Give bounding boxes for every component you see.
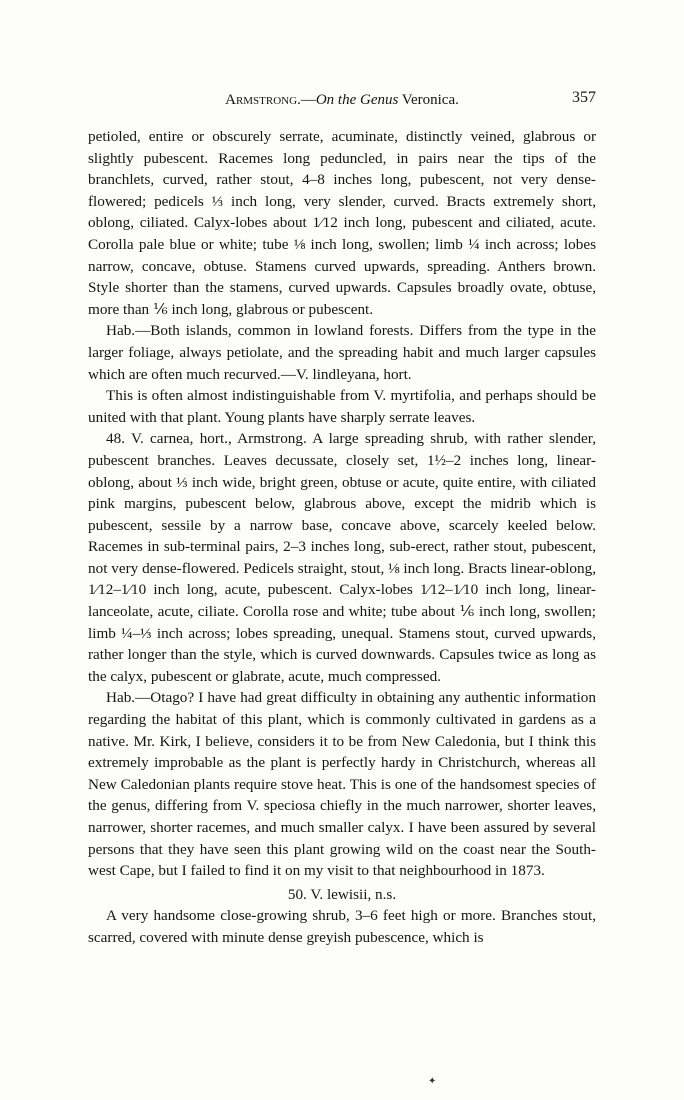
- page-number: 357: [572, 89, 596, 106]
- ornament-mark: ✦: [428, 1076, 437, 1087]
- running-head-separator: .—: [297, 92, 316, 108]
- running-head-genus: Veronica.: [398, 92, 459, 108]
- body-text: [88, 126, 596, 949]
- paragraph-habitat-otago: Hab.—Otago? I have had great difficulty in obtaining any authentic information regarding the habitat of this plant, which is commonly cultivated in gardens as a native. Mr. Kirk, I believe, considers it to be from New Caledonia, but I think this extremely improbable as the plant is perfectly hardy in Christchurch, whereas all New Caledonian plants require stove heat. This is one of the handsomest species of the genus, differing from V. speciosa chiefly in the much narrower, shorter leaves, narrower, shorter racemes, and much smaller calyx. I have been assured by several persons that they have seen this plant growing wild on the coast near the South-west Cape, but I failed to find it on my visit to that neighbourhood in 1873.: [88, 689, 596, 880]
- paragraph-species-50: A very handsome close-growing shrub, 3–6 feet high or more. Branches stout, scarred, covered with minute dense greyish pubescence, which is: [88, 907, 596, 946]
- paragraph-species-48: 48. V. carnea, hort., Armstrong. A large spreading shrub, with rather slender, pubescent branches. Leaves decussate, closely set, 1½–2 inches long, linear-oblong, about ⅓ inch wide, bright green, obtuse or acute, quite entire, with ciliated pink margins, pubescent below, glabrous above, except the midrib which is pubescent, sessile by a narrow base, concave above, scarcely keeled below. Racemes in sub-terminal pairs, 2–3 inches long, sub-erect, rather stout, pubescent, not very dense-flowered. Pedicels straight, stout, ⅛ inch long. Bracts linear-oblong, 1⁄12–1⁄10 inch long, acute, pubescent. Calyx-lobes 1⁄12–1⁄10 inch long, linear-lanceolate, acute, ciliate. Corolla rose and white; tube about ⅙ inch long, swollen; limb ¼–⅓ inch across; lobes spreading, unequal. Stamens stout, curved upwards, rather longer than the style, which is curved downwards. Capsules twice as long as the calyx, pubescent or glabrate, acute, much compressed.: [88, 430, 596, 685]
- page-header: [88, 90, 596, 110]
- paragraph-habitat: Hab.—Both islands, common in lowland forests. Differs from the type in the larger foliage, always petiolate, and the spreading habit and much larger capsules which are often much recurved.—V. lindleyana, hort.: [88, 322, 596, 383]
- running-head-author: Armstrong: [225, 92, 298, 108]
- running-head-title: On the Genus: [315, 92, 399, 108]
- paragraph-continuation: petioled, entire or obscurely serrate, acuminate, distinctly veined, glabrous or slightly pubescent. Racemes long peduncled, in pairs near the tips of the branchlets, curved, rather stout, 4–8 inches long, pubescent, not very dense-flowered; pedicels ⅓ inch long, very slender, curved. Bracts extremely short, oblong, ciliated. Calyx-lobes about 1⁄12 inch long, pubescent and ciliated, acute. Corolla pale blue or white; tube ⅛ inch long, swollen; limb ¼ inch across; lobes narrow, concave, obtuse. Stamens curved upwards, spreading. Anthers brown. Style shorter than the stamens, curved upwards. Capsules broadly ovate, obtuse, more than ⅙ inch long, glabrous or pubescent.: [88, 128, 596, 318]
- paragraph-note: This is often almost indistinguishable from V. myrtifolia, and perhaps should be united with that plant. Young plants have sharply serrate leaves.: [88, 387, 596, 426]
- section-heading: 50. V. lewisii, n.s.: [287, 885, 397, 903]
- running-head: [88, 90, 596, 110]
